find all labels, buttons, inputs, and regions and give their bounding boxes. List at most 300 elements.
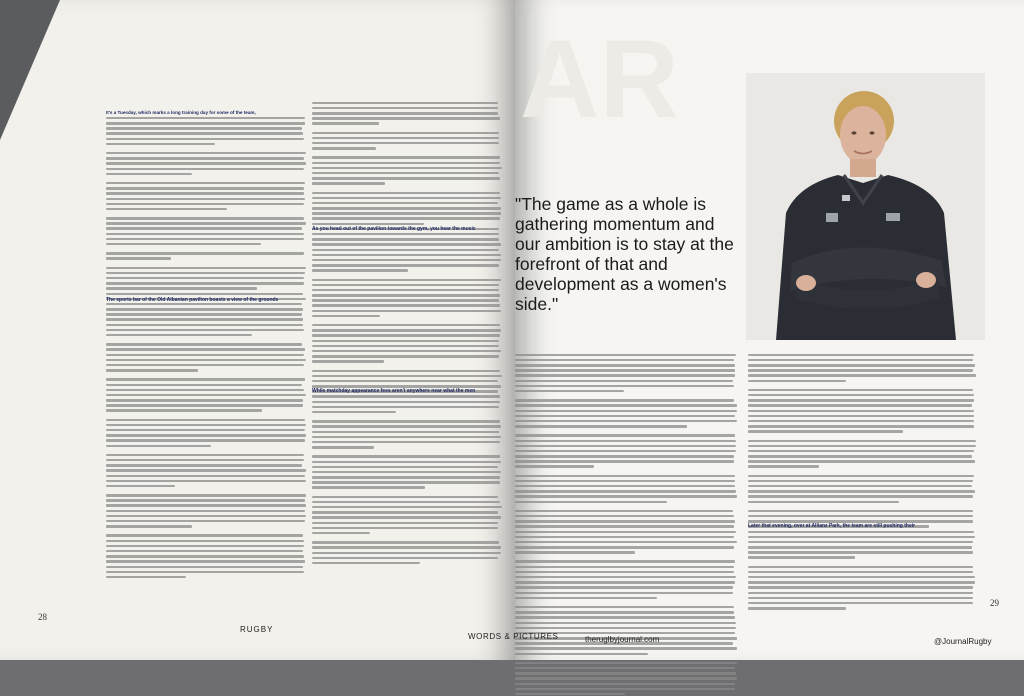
text-filler	[515, 465, 594, 467]
text-filler	[312, 177, 500, 179]
text-filler	[312, 147, 376, 149]
text-filler	[312, 324, 500, 326]
text-filler	[106, 138, 304, 140]
body-text-line	[515, 483, 737, 488]
body-text-line	[748, 453, 976, 458]
text-filler	[515, 475, 735, 477]
text-filler	[312, 496, 498, 498]
text-filler	[106, 157, 304, 159]
text-filler	[312, 223, 424, 225]
text-filler	[312, 197, 501, 199]
text-filler	[106, 464, 302, 466]
body-text-line	[106, 403, 306, 408]
text-filler	[106, 566, 303, 568]
text-filler	[515, 445, 736, 447]
text-filler	[106, 429, 305, 431]
text-filler	[312, 436, 501, 438]
section-label-right: WORDS & PICTURES	[468, 632, 559, 641]
text-filler	[748, 515, 973, 517]
text-filler	[515, 546, 734, 548]
text-filler	[312, 310, 501, 312]
text-filler	[515, 364, 735, 366]
text-filler	[106, 469, 306, 471]
text-filler	[515, 415, 735, 417]
text-filler	[106, 576, 186, 578]
text-filler	[106, 343, 302, 345]
text-filler	[515, 515, 734, 517]
text-filler	[748, 380, 846, 382]
text-filler	[312, 370, 500, 372]
text-filler	[515, 536, 734, 538]
text-filler	[748, 566, 973, 568]
text-filler	[748, 546, 972, 548]
text-filler	[748, 510, 973, 512]
text-filler	[515, 510, 733, 512]
text-filler	[106, 354, 304, 356]
body-text-line	[312, 237, 502, 242]
text-filler	[515, 627, 736, 629]
text-filler	[748, 597, 973, 599]
text-filler	[748, 490, 975, 492]
text-filler	[515, 410, 737, 412]
text-filler	[312, 375, 502, 377]
text-filler	[312, 340, 499, 342]
text-filler	[106, 439, 305, 441]
text-filler	[312, 420, 500, 422]
text-filler	[515, 359, 734, 361]
body-text-line	[748, 605, 976, 610]
text-filler	[515, 531, 736, 533]
text-filler	[106, 399, 303, 401]
body-text-line	[106, 185, 306, 190]
text-filler	[106, 389, 304, 391]
body-text-line	[106, 251, 306, 256]
body-text-line	[106, 306, 306, 311]
subhead-gym-music: As you head out of the pavilion towards the gym, you hear the music	[312, 226, 476, 232]
text-filler	[312, 395, 500, 397]
text-filler	[515, 425, 687, 427]
text-filler	[515, 667, 735, 669]
text-filler	[312, 279, 501, 281]
text-filler	[106, 198, 305, 200]
body-text-line	[106, 433, 306, 438]
text-filler	[106, 293, 303, 295]
text-filler	[748, 571, 973, 573]
text-filler	[312, 350, 501, 352]
body-text-line	[312, 175, 502, 180]
text-filler	[106, 329, 304, 331]
body-text-line	[312, 504, 502, 509]
text-filler	[106, 122, 305, 124]
text-filler	[515, 380, 733, 382]
text-filler	[106, 192, 304, 194]
body-text-line	[312, 322, 502, 327]
text-filler	[515, 647, 737, 649]
player-portrait-icon	[746, 73, 985, 340]
text-filler	[312, 431, 499, 433]
text-filler	[515, 688, 735, 690]
text-filler	[106, 324, 303, 326]
text-filler	[312, 466, 498, 468]
text-filler	[515, 450, 736, 452]
text-filler	[515, 455, 734, 457]
text-filler	[312, 334, 500, 336]
text-filler	[515, 683, 735, 685]
text-filler	[748, 389, 973, 391]
text-filler	[312, 329, 501, 331]
body-text-line	[515, 544, 737, 549]
text-filler	[106, 504, 306, 506]
text-filler	[312, 202, 498, 204]
text-filler	[106, 485, 175, 487]
text-filler	[312, 212, 501, 214]
text-filler	[515, 551, 635, 553]
text-filler	[106, 143, 215, 145]
subhead-allianz-park: Later that evening, over at Allianz Park, the team are still pushing their	[748, 523, 916, 529]
body-text-line	[106, 280, 306, 285]
text-filler	[748, 495, 973, 497]
text-filler	[106, 222, 306, 224]
body-text-line	[106, 492, 306, 497]
body-text-line	[312, 116, 502, 121]
text-filler	[312, 156, 500, 158]
text-filler	[312, 471, 501, 473]
body-text-line	[515, 489, 737, 494]
text-filler	[515, 581, 735, 583]
text-filler	[748, 399, 974, 401]
text-filler	[106, 182, 305, 184]
text-filler	[748, 592, 973, 594]
body-text-line	[748, 550, 976, 555]
text-filler	[748, 501, 899, 503]
text-filler	[312, 299, 499, 301]
body-text-line	[106, 221, 306, 226]
body-text-line	[106, 150, 306, 155]
body-text-line	[106, 342, 306, 347]
body-text-line	[106, 156, 306, 161]
text-filler	[106, 419, 305, 421]
text-filler	[515, 586, 733, 588]
text-filler	[748, 602, 973, 604]
text-filler	[312, 406, 499, 408]
text-filler	[515, 354, 736, 356]
text-filler	[106, 233, 304, 235]
text-filler	[312, 425, 501, 427]
body-text-line	[748, 580, 976, 585]
text-filler	[312, 117, 500, 119]
text-filler	[515, 369, 735, 371]
text-filler	[312, 294, 500, 296]
text-filler	[106, 303, 302, 305]
text-filler	[312, 112, 498, 114]
text-filler	[106, 534, 303, 536]
text-filler	[312, 243, 501, 245]
text-filler	[106, 545, 304, 547]
body-text-line	[515, 362, 737, 367]
text-filler	[312, 546, 501, 548]
text-filler	[515, 571, 734, 573]
body-text-line	[312, 480, 502, 485]
text-filler	[312, 461, 501, 463]
text-filler	[748, 531, 974, 533]
faded-background-lettering: AR	[520, 18, 679, 141]
text-filler	[748, 425, 974, 427]
text-filler	[515, 434, 735, 436]
text-filler	[515, 622, 736, 624]
text-filler	[515, 520, 735, 522]
text-filler	[748, 455, 972, 457]
text-filler	[106, 168, 304, 170]
text-filler	[515, 480, 735, 482]
page-curl-shadow	[0, 0, 60, 140]
text-filler	[106, 162, 306, 164]
text-filler	[748, 551, 973, 553]
text-filler	[748, 430, 903, 432]
body-text-line	[748, 459, 976, 464]
social-handle: @JournalRugby	[934, 637, 992, 646]
text-filler	[312, 122, 379, 124]
text-filler	[748, 415, 974, 417]
text-filler	[312, 562, 420, 564]
text-filler	[748, 404, 972, 406]
text-filler	[106, 525, 192, 527]
text-filler	[106, 243, 261, 245]
body-text-line	[515, 459, 737, 464]
text-filler	[312, 269, 408, 271]
text-filler	[312, 289, 499, 291]
text-filler	[312, 516, 501, 518]
text-filler	[106, 257, 171, 259]
text-filler	[106, 445, 211, 447]
text-filler	[312, 345, 499, 347]
text-filler	[312, 207, 501, 209]
text-filler	[106, 132, 303, 134]
text-filler	[312, 162, 500, 164]
text-filler	[515, 693, 625, 695]
body-text-line	[106, 574, 306, 579]
text-filler	[312, 264, 499, 266]
text-filler	[748, 359, 973, 361]
text-filler	[106, 227, 302, 229]
body-text-line	[312, 539, 502, 544]
body-text-line	[515, 691, 737, 696]
text-filler	[748, 445, 976, 447]
text-filler	[106, 499, 305, 501]
text-filler	[748, 465, 819, 467]
text-filler	[515, 404, 737, 406]
text-filler	[312, 233, 499, 235]
text-filler	[106, 409, 262, 411]
text-filler	[515, 576, 736, 578]
text-filler	[106, 480, 306, 482]
body-text-line	[106, 427, 306, 432]
text-filler	[748, 369, 973, 371]
text-filler	[515, 501, 667, 503]
body-text-line	[515, 368, 737, 373]
text-filler	[748, 394, 974, 396]
text-filler	[312, 217, 500, 219]
text-filler	[312, 522, 498, 524]
text-filler	[312, 380, 498, 382]
text-filler	[106, 510, 305, 512]
text-filler	[312, 107, 498, 109]
body-text-line	[312, 353, 502, 358]
body-text-line	[748, 483, 976, 488]
body-text-line	[312, 560, 502, 565]
body-text-line	[312, 419, 502, 424]
body-text-line	[106, 120, 306, 125]
text-filler	[106, 313, 302, 315]
body-text-line	[312, 211, 502, 216]
text-filler	[515, 611, 734, 613]
text-filler	[106, 560, 305, 562]
text-filler	[106, 515, 306, 517]
page-number-right: 29	[990, 598, 999, 608]
text-filler	[106, 252, 304, 254]
body-text-line	[515, 574, 737, 579]
text-filler	[515, 541, 737, 543]
body-text-line	[312, 262, 502, 267]
text-filler	[748, 440, 976, 442]
text-filler	[106, 127, 302, 129]
body-text-line	[106, 553, 306, 558]
text-filler	[312, 132, 499, 134]
text-filler	[312, 137, 499, 139]
body-text-line	[106, 518, 306, 523]
text-filler	[312, 182, 385, 184]
text-filler	[312, 486, 425, 488]
text-filler	[106, 555, 304, 557]
body-text-line	[312, 205, 502, 210]
body-text-line	[106, 462, 306, 467]
text-filler	[312, 304, 500, 306]
text-filler	[312, 167, 502, 169]
text-filler	[312, 511, 498, 513]
text-filler	[515, 566, 734, 568]
text-filler	[515, 440, 736, 442]
pull-quote: "The game as a whole is gathering momentum and our ambition is to stay at the forefront of that and development as a women's side."	[515, 194, 734, 314]
body-text-line	[748, 362, 976, 367]
subhead-pavilion-view: The sports bar of the Old Albanian pavilion boasts a view of the grounds	[106, 297, 279, 303]
text-filler	[515, 390, 624, 392]
text-filler	[312, 552, 501, 554]
website-url: theruglbyjournal.com	[585, 635, 660, 644]
section-label-left: RUGBY	[240, 625, 274, 634]
body-text-line	[106, 397, 306, 402]
subhead-matchday-fees: While matchday appearance fees aren't anywhere near what the men	[312, 388, 476, 394]
text-filler	[748, 556, 855, 558]
body-text-line	[515, 671, 737, 676]
text-filler	[312, 249, 499, 251]
body-text-line	[515, 665, 737, 670]
body-text-line	[312, 292, 502, 297]
text-filler	[106, 208, 227, 210]
text-filler	[106, 550, 303, 552]
right-column-2	[748, 352, 976, 611]
body-text-line	[312, 231, 502, 236]
text-filler	[515, 597, 657, 599]
text-filler	[106, 334, 252, 336]
text-filler	[515, 672, 736, 674]
text-filler	[748, 586, 973, 588]
text-filler	[312, 557, 498, 559]
text-filler	[312, 401, 500, 403]
body-text-line	[515, 398, 737, 403]
body-text-line	[312, 328, 502, 333]
text-filler	[106, 318, 303, 320]
text-filler	[106, 272, 305, 274]
text-filler	[312, 192, 500, 194]
text-filler	[106, 117, 305, 119]
text-filler	[106, 494, 306, 496]
text-filler	[748, 460, 975, 462]
text-filler	[106, 308, 303, 310]
text-filler	[312, 455, 500, 457]
text-filler	[515, 490, 736, 492]
text-filler	[748, 581, 975, 583]
text-filler	[748, 374, 976, 376]
body-text-line	[515, 609, 737, 614]
body-text-line	[106, 312, 306, 317]
body-text-line	[748, 574, 976, 579]
text-filler	[312, 355, 499, 357]
text-filler	[515, 495, 737, 497]
body-text-line	[748, 489, 976, 494]
text-filler	[748, 485, 972, 487]
body-text-line	[748, 368, 976, 373]
text-filler	[312, 238, 499, 240]
body-text-line	[748, 392, 976, 397]
text-filler	[748, 475, 974, 477]
text-filler	[106, 454, 304, 456]
text-filler	[106, 217, 304, 219]
body-text-line	[106, 498, 306, 503]
text-filler	[312, 501, 500, 503]
text-filler	[515, 374, 735, 376]
text-filler	[748, 536, 975, 538]
text-filler	[106, 364, 304, 366]
text-filler	[748, 354, 974, 356]
intro-line: It's a Tuesday, which marks a long training day for some of the team,	[106, 110, 256, 115]
text-filler	[106, 378, 305, 380]
text-filler	[312, 142, 499, 144]
body-text-line	[312, 474, 502, 479]
text-filler	[748, 576, 975, 578]
body-text-line	[515, 453, 737, 458]
text-filler	[106, 369, 198, 371]
text-filler	[106, 152, 306, 154]
text-filler	[515, 653, 648, 655]
text-filler	[515, 399, 734, 401]
page-number-left: 28	[38, 612, 47, 622]
text-filler	[515, 485, 735, 487]
text-filler	[106, 282, 304, 284]
text-filler	[312, 527, 498, 529]
left-column-2	[312, 100, 502, 565]
text-filler	[515, 525, 734, 527]
player-portrait-photo	[746, 73, 985, 340]
text-filler	[106, 571, 304, 573]
text-filler	[106, 540, 304, 542]
text-filler	[312, 284, 499, 286]
text-filler	[312, 441, 500, 443]
body-text-line	[106, 215, 306, 220]
text-filler	[748, 480, 973, 482]
left-column-1	[106, 110, 306, 579]
text-filler	[312, 102, 498, 104]
body-text-line	[748, 544, 976, 549]
text-filler	[106, 187, 304, 189]
